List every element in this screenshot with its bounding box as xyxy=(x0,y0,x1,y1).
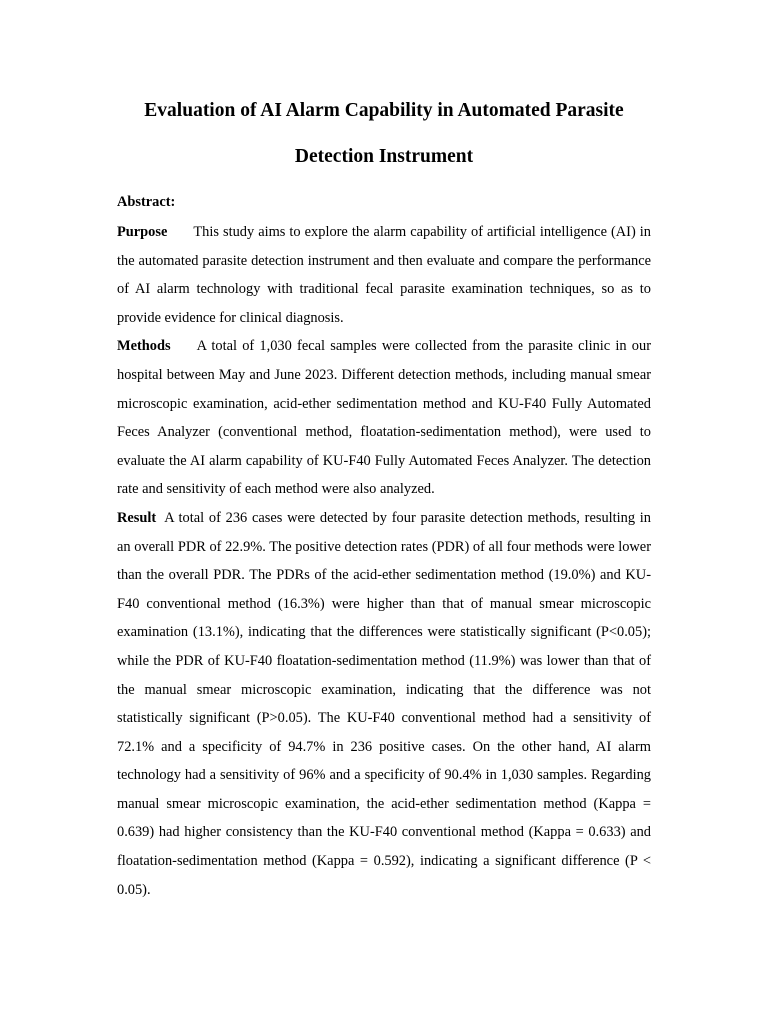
paper-title-line-1: Evaluation of AI Alarm Capability in Automated Parasite xyxy=(144,100,624,121)
result-text: A total of 236 cases were detected by four parasite detection methods, resulting in an overall PDR of 22.9%. The positive detection rates (PDR) of all four methods were lower than the overall PDR. The PDRs of the acid-ether sedimentation method (19.0%) and KU-F40 conventional method (16.3%) were higher than that of manual smear microscopic examination (13.1%), indicating that the differences were statistically significant (P<0.05); while the PDR of KU-F40 floatation-sedimentation method (11.9%) was lower than that of the manual smear microscopic examination, indicating that the difference was not statistically significant (P>0.05). The KU-F40 conventional method had a sensitivity of 72.1% and a specificity of 94.7% in 236 positive cases. On the other hand, AI alarm technology had a sensitivity of 96% and a specificity of 90.4% in 1,030 samples. Regarding manual smear microscopic examination, the acid-ether sedimentation method (Kappa = 0.639) had higher consistency than the KU-F40 conventional method (Kappa = 0.633) and floatation-sedimentation method (Kappa = 0.592), indicating a significant difference (P < 0.05). xyxy=(117,509,651,898)
abstract xyxy=(117,190,651,904)
purpose-label: Purpose xyxy=(117,224,168,240)
methods-label: Methods xyxy=(117,338,171,355)
methods-section xyxy=(117,332,651,504)
paper-title xyxy=(100,88,668,180)
purpose-text: This study aims to explore the alarm capability of artificial intelligence (AI) in the automated parasite detection instrument and then evaluate and compare the performance of AI alarm technology with traditional fecal parasite examination techniques, so as to provide evidence for clinical diagnosis. xyxy=(117,224,651,326)
result-label: Result xyxy=(117,509,157,526)
result-section xyxy=(117,504,651,904)
paper-title-line-2: Detection Instrument xyxy=(294,146,474,167)
methods-text: A total of 1,030 fecal samples were collected from the parasite clinic in our hospital between May and June 2023. Different detection methods, including manual smear microscopic examination, acid-ether sedimentation method and KU-F40 Fully Automated Feces Analyzer (conventional method, floatation-sedimentation method), were used to evaluate the AI alarm capability of KU-F40 Fully Automated Feces Analyzer. The detection rate and sensitivity of each method were also analyzed. xyxy=(117,338,651,498)
abstract-heading: Abstract: xyxy=(117,194,176,210)
purpose-section xyxy=(117,218,651,332)
